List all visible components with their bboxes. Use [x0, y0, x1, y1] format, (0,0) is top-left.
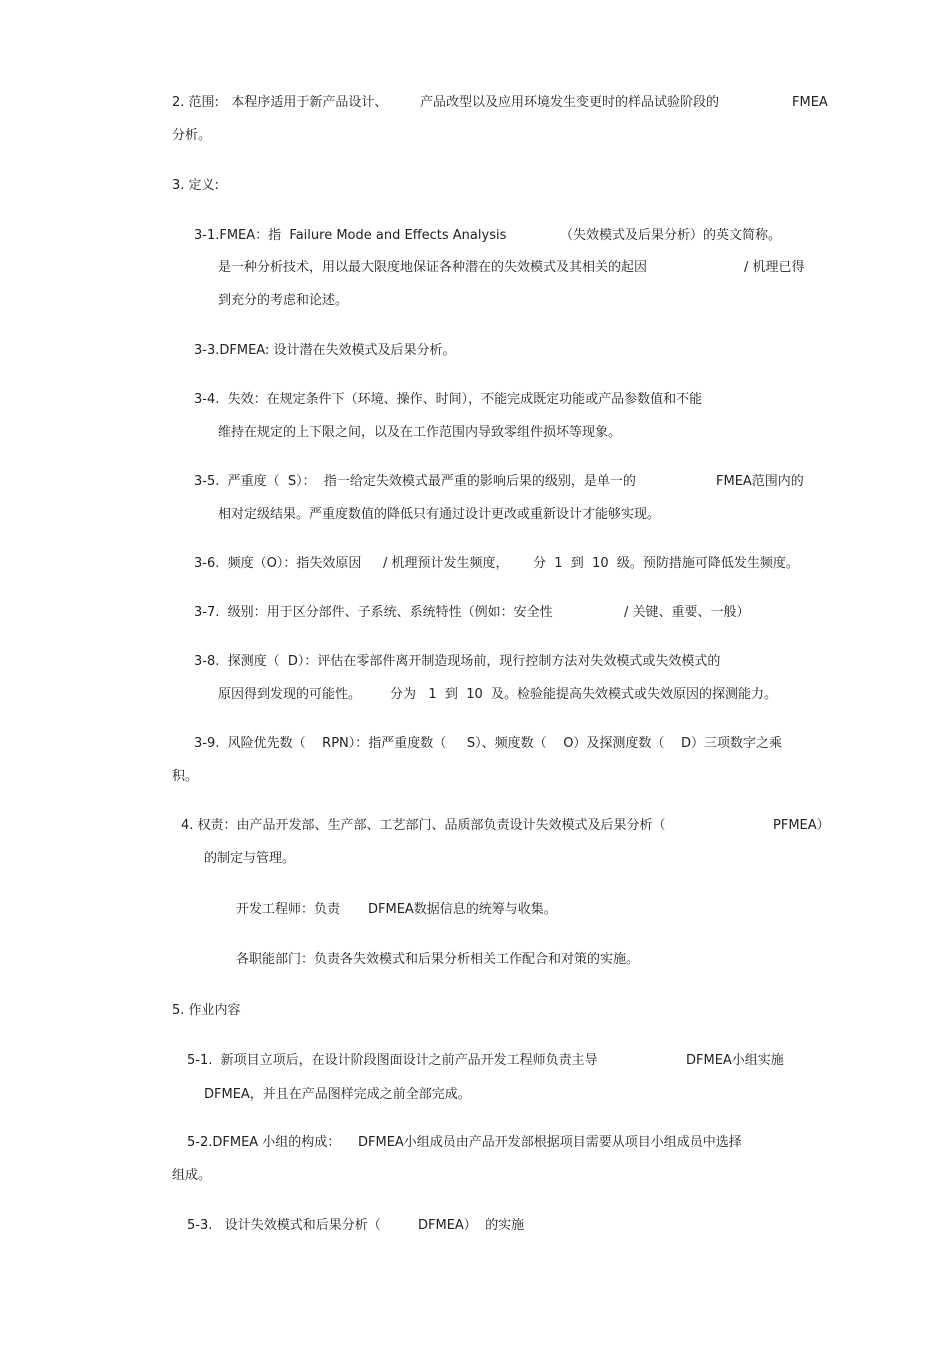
work-5-3-a: 5-3. 设计失效模式和后果分析（ [187, 1218, 381, 1233]
def-3-5-c: 相对定级结果。严重度数值的降低只有通过设计更改或重新设计才能够实现。 [218, 507, 661, 522]
def-3-1-a: 3-1.FMEA：指 Failure Mode and Effects Analysis [194, 228, 507, 243]
def-3-6-a: 3-6. 频度（O）：指失效原因 [194, 556, 362, 571]
duty-line-2: 的制定与管理。 [204, 851, 296, 866]
duty-item-2: 各职能部门：负责各失效模式和后果分析相关工作配合和对策的实施。 [236, 952, 640, 967]
def-3-1-b: （失效模式及后果分析）的英文简称。 [560, 228, 782, 243]
scope-line-1b: 产品改型以及应用环境发生变更时的样品试验阶段的 [420, 95, 720, 110]
duty-item-1a: 开发工程师：负责 [236, 902, 341, 917]
scope-line-1a: 2. 范围: 本程序适用于新产品设计、 [172, 95, 388, 110]
work-5-1-c: DFMEA，并且在产品图样完成之前全部完成。 [204, 1087, 471, 1102]
def-3-4-a: 3-4. 失效：在规定条件下（环境、操作、时间），不能完成既定功能或产品参数值和不能 [194, 392, 703, 407]
definitions-heading: 3. 定义: [172, 178, 219, 193]
def-3-6-b: / 机理预计发生频度， [383, 556, 509, 571]
duty-item-1b: DFMEA数据信息的统筹与收集。 [368, 902, 557, 917]
def-3-8-b: 原因得到发现的可能性。 [218, 687, 362, 702]
def-3-1-c: 是一种分析技术，用以最大限度地保证各种潜在的失效模式及其相关的起因 [218, 260, 648, 275]
def-3-1-d: / 机理已得 [744, 260, 805, 275]
def-3-8-a: 3-8. 探测度（ D）：评估在零部件离开制造现场前，现行控制方法对失效模式或失效模式的 [194, 654, 721, 669]
def-3-5-b: FMEA范围内的 [716, 474, 804, 489]
work-heading: 5. 作业内容 [172, 1003, 241, 1018]
def-3-5-a: 3-5. 严重度（ S）： 指一给定失效模式最严重的影响后果的级别，是单一的 [194, 474, 636, 489]
work-5-2-c: 组成。 [172, 1168, 212, 1183]
work-5-2-b: DFMEA小组成员由产品开发部根据项目需要从项目小组成员中选择 [358, 1135, 742, 1150]
def-3-7-b: / 关键、重要、一般） [624, 605, 750, 620]
def-3-7-a: 3-7. 级别：用于区分部件、子系统、系统特性（例如：安全性 [194, 605, 553, 620]
def-3-3: 3-3.DFMEA: 设计潜在失效模式及后果分析。 [194, 343, 456, 358]
work-5-1-b: DFMEA小组实施 [686, 1053, 784, 1068]
duty-line-1a: 4. 权责：由产品开发部、生产部、工艺部门、品质部负责设计失效模式及后果分析（ [181, 818, 666, 833]
scope-line-1c: FMEA [792, 95, 828, 110]
duty-line-1b: PFMEA） [773, 818, 830, 833]
def-3-6-c: 分 1 到 10 级。预防措施可降低发生频度。 [533, 556, 799, 571]
work-5-3-b: DFMEA） 的实施 [418, 1218, 525, 1233]
def-3-4-b: 维持在规定的上下限之间，以及在工作范围内导致零组件损坏等现象。 [218, 425, 622, 440]
work-5-1-a: 5-1. 新项目立项后，在设计阶段图面设计之前产品开发工程师负责主导 [187, 1053, 598, 1068]
def-3-1-e: 到充分的考虑和论述。 [218, 293, 349, 308]
def-3-9-a: 3-9. 风险优先数（ RPN）：指严重度数（ S）、频度数（ O）及探测度数（ D）三项数字之乘 [194, 736, 782, 751]
scope-line-2: 分析。 [172, 128, 212, 143]
def-3-9-b: 积。 [172, 769, 199, 784]
def-3-8-c: 分为 1 到 10 及。检验能提高失效模式或失效原因的探测能力。 [390, 687, 778, 702]
work-5-2-a: 5-2.DFMEA 小组的构成： [187, 1135, 341, 1150]
